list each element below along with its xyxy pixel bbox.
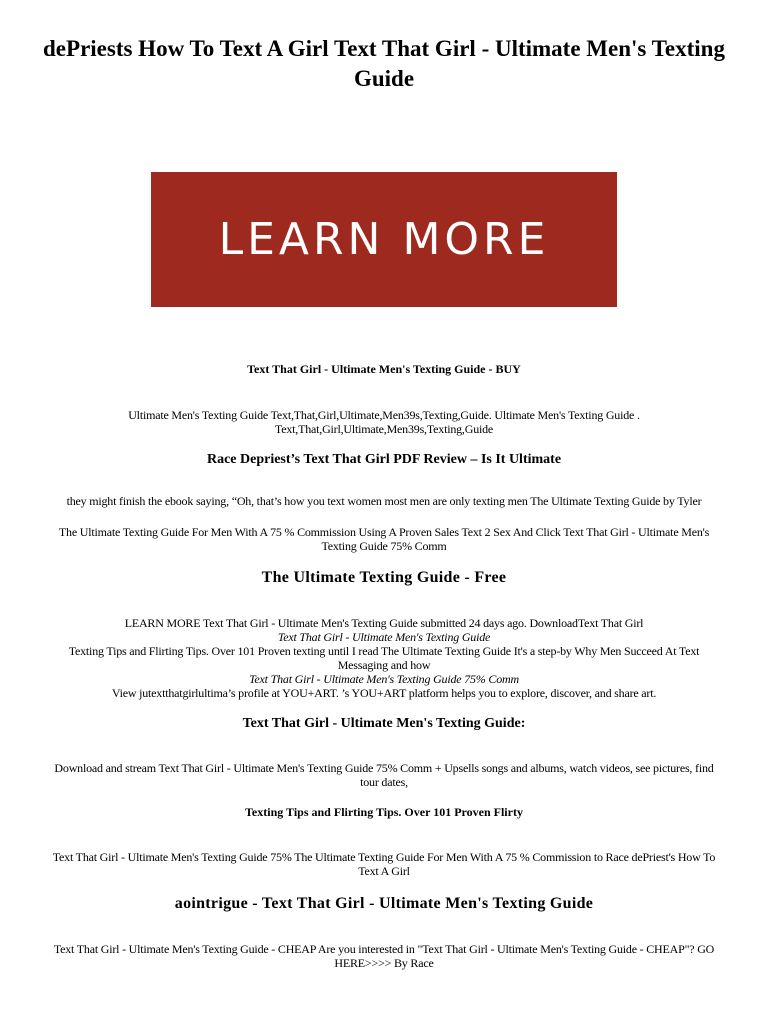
section-text-ebook: they might finish the ebook saying, “Oh, that’s how you text women most men are only texting men The Ultimate Texting Guide by Tyler — [66, 494, 702, 508]
text-line: Texting Guide 75% Comm — [321, 539, 447, 553]
text-line: tour dates, — [360, 775, 408, 789]
text-line: Text That Girl - Ultimate Men's Texting Guide 75% The Ultimate Texting Guide For Men With A 75 % Commission to Race dePriest's How To — [52, 850, 716, 864]
text-line-italic: Text That Girl - Ultimate Men's Texting Guide 75% Comm — [249, 672, 519, 686]
section-heading-aointrigue: aointrigue - Text That Girl - Ultimate Men's Texting Guide — [174, 895, 594, 912]
text-line: Text,That,Girl,Ultimate,Men39s,Texting,Guide — [274, 422, 494, 436]
learn-more-banner-button[interactable] — [151, 172, 617, 307]
section-heading-tips: Texting Tips and Flirting Tips. Over 101 Proven Flirty — [245, 805, 523, 819]
text-line: Download and stream Text That Girl - Ultimate Men's Texting Guide 75% Comm + Upsells songs and albums, watch videos, see pictures, find — [54, 761, 714, 775]
section-heading-review: Race Depriest’s Text That Girl PDF Review – Is It Ultimate — [206, 452, 562, 467]
text-line: Texting Tips and Flirting Tips. Over 101 Proven texting until I read The Ultimate Texting Guide It's a step-by Why Men Succeed At Text — [68, 644, 700, 658]
text-line: HERE>>>> By Race — [334, 956, 434, 970]
text-line: Ultimate Men's Texting Guide Text,That,Girl,Ultimate,Men39s,Texting,Guide. Ultimate Men's Texting Guide . — [128, 408, 640, 422]
section-text-download — [44, 761, 724, 789]
text-line: LEARN MORE Text That Girl - Ultimate Men's Texting Guide submitted 24 days ago. DownloadText That Girl — [124, 616, 644, 630]
section-heading-guide: Text That Girl - Ultimate Men's Texting Guide: — [242, 716, 526, 731]
text-line-italic: Text That Girl - Ultimate Men's Texting Guide — [277, 630, 491, 644]
section-heading-buy: Text That Girl - Ultimate Men's Texting Guide - BUY — [247, 362, 521, 376]
text-line: Messaging and how — [337, 658, 431, 672]
page-title: dePriests How To Text A Girl Text That Girl - Ultimate Men's Texting Guide — [43, 36, 725, 91]
section-text-cheap — [44, 942, 724, 970]
text-line: Text A Girl — [358, 864, 410, 878]
section-text-learn-more — [44, 616, 724, 700]
text-line: The Ultimate Texting Guide For Men With A 75 % Commission Using A Proven Sales Text 2 Sex And Click Text That Girl - Ultimate Men's — [58, 525, 710, 539]
section-text-commission — [44, 525, 724, 553]
text-line: Text That Girl - Ultimate Men's Texting Guide - CHEAP Are you interested in "Text That Girl - Ultimate Men's Texting Guide - CHEAP"? GO — [53, 942, 715, 956]
text-line: View jutextthatgirlultima’s profile at YOU+ART. ’s YOU+ART platform helps you to explore, discover, and share art. — [111, 686, 657, 700]
section-text-keywords — [44, 408, 724, 436]
learn-more-label: LEARN MORE — [218, 214, 550, 265]
section-heading-free: The Ultimate Texting Guide - Free — [261, 569, 507, 586]
section-text-race — [44, 850, 724, 878]
